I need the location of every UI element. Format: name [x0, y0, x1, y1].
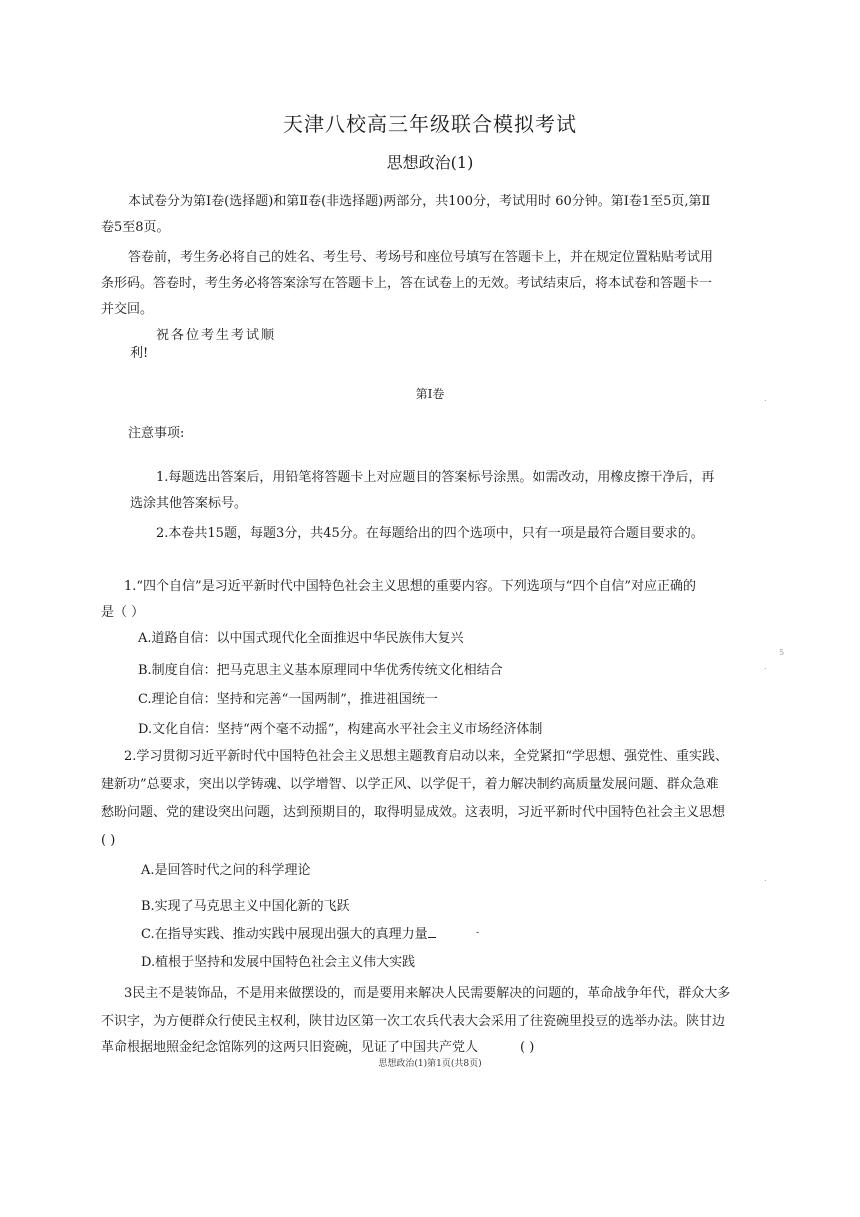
- q1-stem-line1: 1.“四个自信”是习近平新时代中国特色社会主义思想的重要内容。下列选项与“四个自信”对应正确的: [124, 579, 696, 594]
- exam-subtitle: 思想政治(1): [386, 153, 474, 172]
- intro-para1-line1: 本试卷分为第Ⅰ卷(选择题)和第Ⅱ卷(非选择题)两部分，共100分，考试用时 60分钟。第Ⅰ卷1至5页,第Ⅱ: [128, 194, 711, 209]
- q2-stem-line1: 2.学习贯彻习近平新时代中国特色社会主义思想主题教育启动以来，全党紧扣“学思想、强党性、重实践、: [124, 749, 729, 764]
- intro-para1-line2: 卷5至8页。: [101, 220, 170, 235]
- q2-option-c-row: [141, 921, 436, 948]
- intro-para2-line3: 并交回。: [101, 302, 154, 317]
- intro-para2-line1: 答卷前，考生务必将自己的姓名、考生号、考场号和座位号填写在答题卡上，并在规定位置粘贴考试用: [128, 250, 714, 265]
- q1-option-d: D.文化自信：坚持“两个毫不动摇”，构建高水平社会主义市场经济体制: [138, 722, 543, 737]
- exam-title: 天津八校高三年级联合模拟考试: [283, 112, 577, 136]
- q1-option-c: C.理论自信：坚持和完善“一国两制”，推进祖国统一: [138, 692, 438, 707]
- q3-stem-line1: 3民主不是装饰品，不是用来做摆设的，而是要用来解决人民需要解决的问题的，革命战争年代，群众大多: [124, 986, 731, 1001]
- margin-page-number: 5: [779, 648, 785, 657]
- q2-stem-line2: 建新功”总要求，突出以学铸魂、以学增智、以学正风、以学促干，着力解决制约高质量发展问题、群众急难: [101, 777, 719, 792]
- rule2: 2.本卷共15题，每题3分，共45分。在每题给出的四个选项中，只有一项是最符合题目要求的。: [156, 526, 704, 541]
- q2-option-c-mark: -: [476, 928, 480, 938]
- margin-mark-3: .: [764, 874, 767, 883]
- part1-title: 第Ⅰ卷: [415, 387, 445, 401]
- rule1-line1: 1.每题选出答案后，用铅笔将答题卡上对应题目的答案标号涂黑。如需改动，用橡皮擦干净后，再: [156, 470, 715, 485]
- q1-option-a: A.道路自信：以中国式现代化全面推迟中华民族伟大复兴: [138, 631, 464, 646]
- wish-line2: 利!: [130, 346, 149, 361]
- q2-stem-line4: ( ): [101, 833, 116, 848]
- notice-heading: 注意事项:: [128, 426, 185, 441]
- q3-answer-blank: ( ): [520, 1040, 535, 1055]
- page-footer: 思想政治(1)第1页(共8页): [378, 1059, 482, 1069]
- q2-option-b: B.实现了马克思主义中国化新的飞跃: [141, 899, 350, 914]
- q1-stem-line2: 是（ ）: [101, 605, 145, 620]
- q2-option-c: C.在指导实践、推动实践中展现出强大的真理力量: [141, 927, 428, 942]
- q1-option-b: B.制度自信：把马克思主义基本原理同中华优秀传统文化相结合: [138, 663, 503, 678]
- margin-mark-1: .: [764, 394, 767, 403]
- q2-option-d: D.植根于坚持和发展中国特色社会主义伟大实践: [141, 955, 416, 970]
- q2-stem-line3: 愁盼问题、党的建设突出问题，达到预期目的，取得明显成效。这表明，习近平新时代中国特色社会主义思想: [101, 805, 726, 820]
- q2-option-c-underline: [428, 925, 436, 938]
- q2-option-a: A.是回答时代之问的科学理论: [141, 863, 311, 878]
- q3-stem-line2: 不识字，为方便群众行使民主权利，陕甘边区第一次工农兵代表大会采用了往瓷碗里投豆的选举办法。陕甘边: [101, 1014, 726, 1029]
- margin-mark-2: .: [764, 662, 767, 671]
- intro-para2-line2: 条形码。答卷时，考生务必将答案涂写在答题卡上，答在试卷上的无效。考试结束后，将本试卷和答题卡一: [101, 276, 713, 291]
- rule1-line2: 选涂其他答案标号。: [130, 496, 248, 511]
- q3-stem-line3: 革命根据地照金纪念馆陈列的这两只旧瓷碗，见证了中国共产党人: [101, 1040, 479, 1055]
- wish-line1: 祝各位考生考试顺: [156, 328, 277, 343]
